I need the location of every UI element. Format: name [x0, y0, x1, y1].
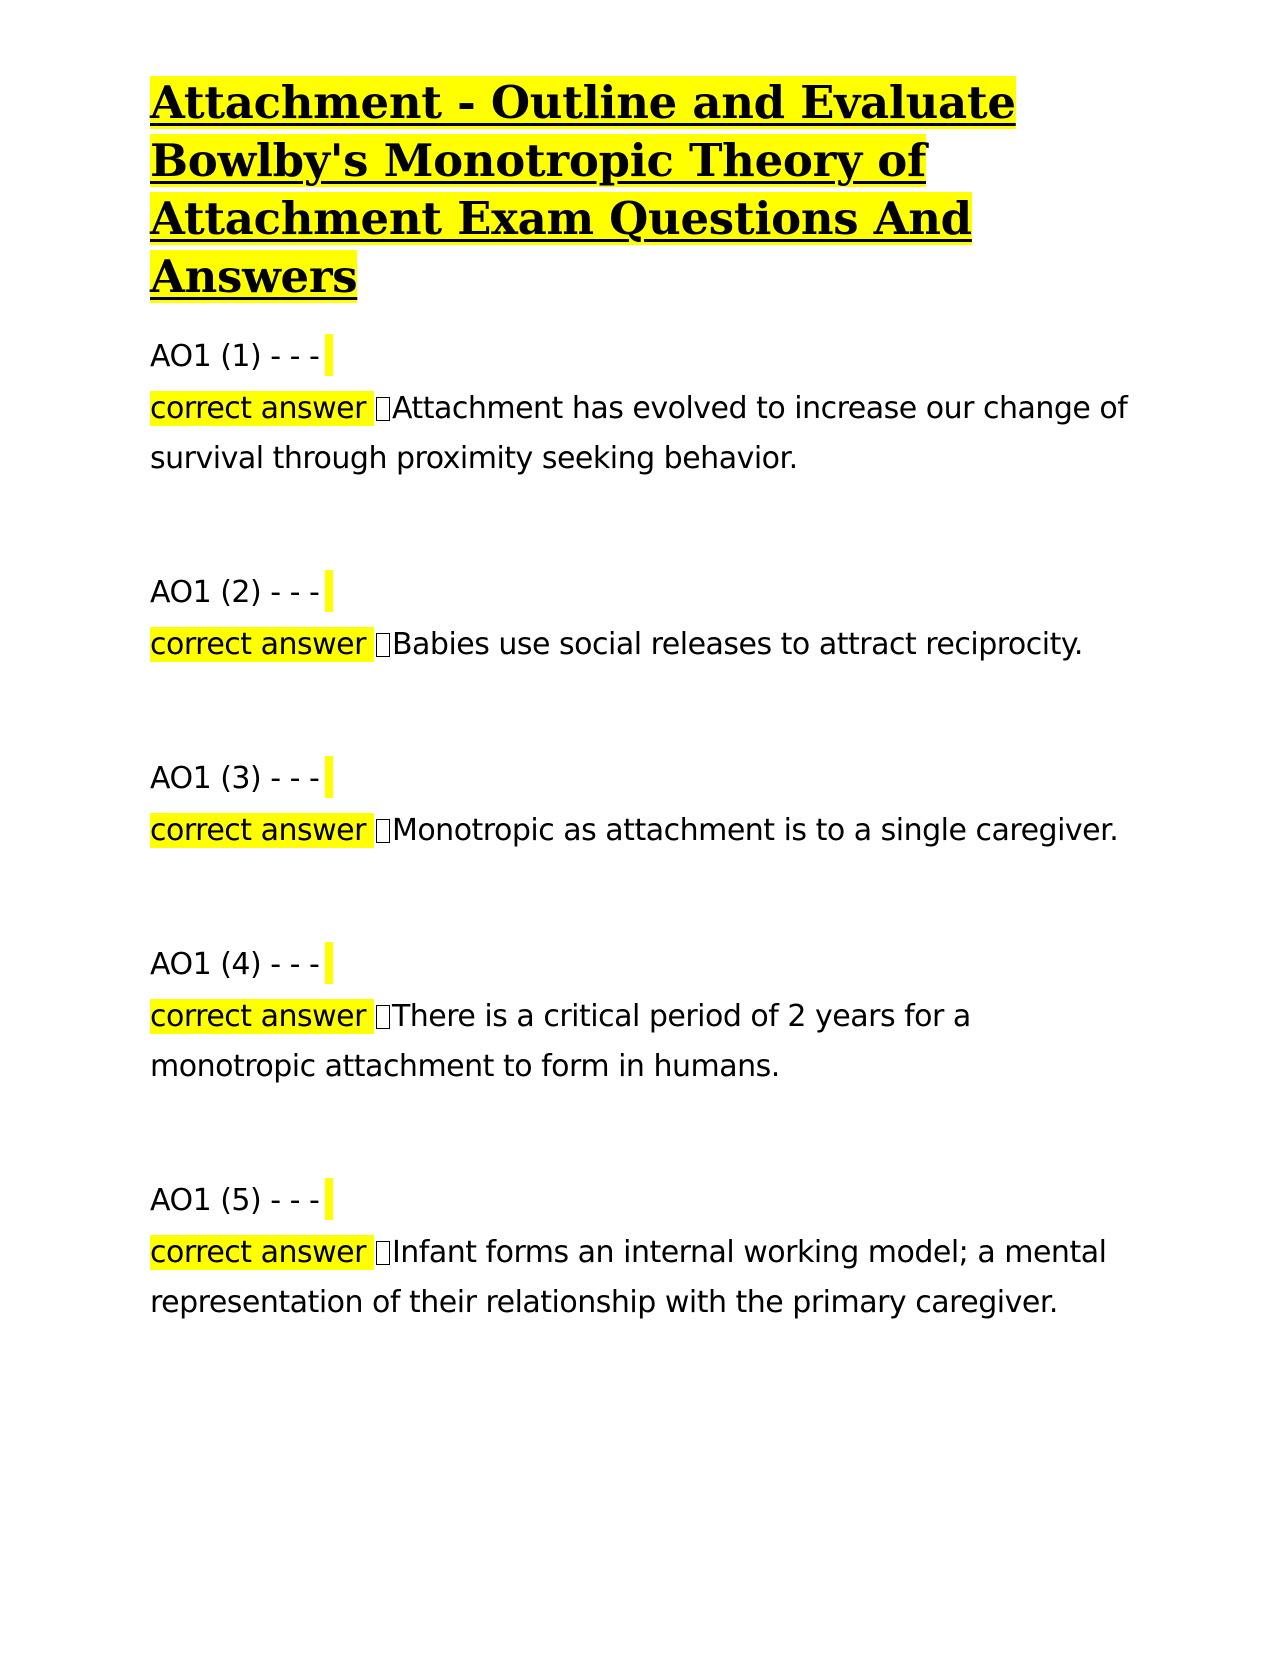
answer-text: There is a critical period of 2 years for a monotropic attachment to form in humans. [150, 999, 971, 1084]
document-title [150, 74, 1140, 306]
answer-text: Infant forms an internal working model; a mental representation of their relationship with the primary caregiver. [150, 1235, 1107, 1320]
highlight-marker [325, 756, 333, 798]
document-page [150, 74, 1140, 1410]
qa-item [150, 938, 1140, 1092]
missing-glyph-icon [376, 819, 390, 843]
answer-label: correct answer [150, 1235, 374, 1270]
question-text: AO1 (1) - - - [150, 339, 320, 374]
answer [150, 806, 1140, 856]
highlight-marker [325, 1178, 333, 1220]
answer-text: Attachment has evolved to increase our change of survival through proximity seeking behavior. [150, 391, 1128, 476]
question [150, 566, 1140, 620]
qa-item [150, 330, 1140, 484]
answer-label: correct answer [150, 627, 374, 662]
answer-text: Babies use social releases to attract reciprocity. [391, 627, 1083, 662]
answer-text: Monotropic as attachment is to a single caregiver. [391, 813, 1119, 848]
answer [150, 620, 1140, 670]
qa-item [150, 566, 1140, 670]
answer-label: correct answer [150, 999, 374, 1034]
question [150, 330, 1140, 384]
missing-glyph-icon [376, 1005, 390, 1029]
answer [150, 384, 1140, 484]
missing-glyph-icon [376, 633, 390, 657]
missing-glyph-icon [376, 1241, 390, 1265]
qa-item [150, 1174, 1140, 1328]
missing-glyph-icon [376, 397, 390, 421]
answer-label: correct answer [150, 813, 374, 848]
question [150, 1174, 1140, 1228]
question-text: AO1 (5) - - - [150, 1183, 320, 1218]
qa-item [150, 752, 1140, 856]
question-text: AO1 (2) - - - [150, 575, 320, 610]
qa-list [150, 330, 1140, 1328]
highlight-marker [325, 942, 333, 984]
answer-label: correct answer [150, 391, 374, 426]
highlight-marker [325, 334, 333, 376]
question [150, 752, 1140, 806]
answer [150, 1228, 1140, 1328]
question-text: AO1 (4) - - - [150, 947, 320, 982]
question [150, 938, 1140, 992]
highlight-marker [325, 570, 333, 612]
question-text: AO1 (3) - - - [150, 761, 320, 796]
answer [150, 992, 1140, 1092]
document-title-text: Attachment - Outline and Evaluate Bowlby's Monotropic Theory of Attachment Exam Questions And Answers [150, 76, 1016, 303]
